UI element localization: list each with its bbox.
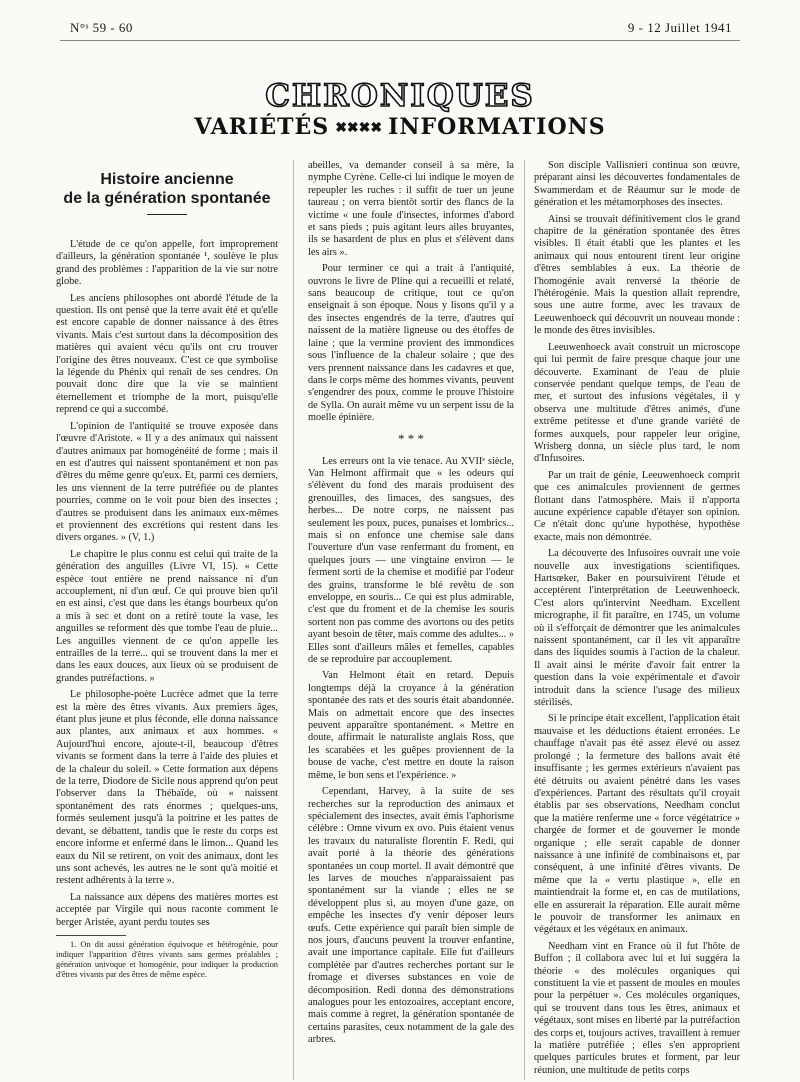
paragraph: Needham vint en France où il fut l'hôte de Buffon ; il collabora avec lui et lui suggéra la théorie « des molécules organiques qui constituent la vie et passent de moules en moules pour la perpétuer ». Ces molécules organiques, qui se trouvent dans tous les êtres, animaux et végétaux, sont mises en liberté par la putréfaction des corps et, toujours actives, travaillent à remuer la matière putréfiée ; elles s'en approprient quelques particules brutes et forment, par leur réunion, une multitude de petits corps	[534, 940, 740, 1076]
paragraph: L'opinion de l'antiquité se trouve exposée dans l'œuvre d'Aristote. « Il y a des animaux qui naissent d'autres animaux par homogénéité de forme ; mais il en est d'autres qui naissent spontanément et non pas d'êtres du même genre qu'eux. Et, parmi ces derniers, les uns viennent de la terre putréfiée ou de plantes pourries, comme on le voit pour bien des insectes ; d'autres se produisent dans les animaux eux-mêmes et proviennent des excrétions qui restent dans les divers organes. » (V, 1.)	[56, 420, 278, 544]
masthead-varietes: VARIÉTÉS	[194, 114, 330, 140]
masthead-title: CHRONIQUES	[265, 78, 535, 114]
paragraph: abeilles, va demander conseil à sa mère, la nymphe Cyrène. Celle-ci lui indique le moyen de repeupler les ruches : il suffit de tuer un jeune taureau ; on verra bientôt sortir des flancs de la victime « une foule d'insectes, informes d'abord et sans pieds ; puis agitant leurs ailes bruyantes, ils se hasardent de plus en plus et s'élèvent dans les airs ».	[308, 160, 514, 258]
paragraph: Van Helmont était en retard. Depuis longtemps déjà la croyance à la génération spontanée des rats et des souris était abandonnée. Mais on admettait encore que des insectes peuvent apparaître spontanément. « Mettre en doute, affirmait le naturaliste anglais Ross, que les scarabées et les guêpes proviennent de la bouse de vache, c'est mettre en doute la raison même, le bon sens et l'expérience. »	[308, 670, 514, 781]
paragraph: Pour terminer ce qui a trait à l'antiquité, ouvrons le livre de Pline qui a recueilli et relaté, sans beaucoup de critique, tout ce qu'on enseignait à son époque. Nous y lisons qu'il y a des insectes engendrés de la terre, d'autres qui naissent de la matière ligneuse ou des étoffes de laine ; que la vermine provient des immondices sous l'influence de la chaleur solaire ; que des vers prennent naissance dans les cadavres et que, dans le corps même des hommes vivants, peuvent s'engendrer des poux, comme le prouve l'histoire de Sylla. On aurait même vu un serpent issu de la moelle épinière.	[308, 263, 514, 424]
paragraph: Le philosophe-poète Lucrèce admet que la terre est la mère des êtres vivants. Aux premiers âges, étant plus jeune et plus féconde, elle donna naissance aux plantes, aux animaux et aux hommes. « Aujourd'hui encore, ajoute-t-il, beaucoup d'êtres vivants se forment dans la terre à l'aide des pluies et de la chaleur du soleil. » Cette formation aux dépens de la terre, Diodore de Sicile nous apprend qu'on peut l'observer dans la Thébaïde, où « naissent spontanément des rats énormes ; quelques-uns, formés seulement jusqu'à la poitrine et les pattes de devant, se débattent, tandis que le reste du corps est encore informe et enfermé dans le limon... Quand les eaux du Nil se retirent, on voit des animaux, dont les uns sont achevés, les autres ne le sont qu'à moitié et restent adhérents à la terre ».	[56, 689, 278, 887]
masthead-subtitle	[0, 114, 800, 140]
paragraph: Le chapitre le plus connu est celui qui traite de la génération des anguilles (Livre VI, 15). « Cette espèce tout entière ne prend naissance ni d'un accouplement, ni d'un œuf. Ce qui prouve bien qu'il en est ainsi, c'est que dans les étangs bourbeux qu'on a mis à sec et dont on a retiré toute la vase, les anguilles se reforment dès que tombe l'eau de pluie... Les anguilles viennent de ce qu'on appelle les entrailles de la terre... qui se trouvent dans la mer et dans les eaux douces, aux lieux où se produisent de grandes putréfactions. »	[56, 548, 278, 684]
paragraph: L'étude de ce qu'on appelle, fort improprement d'ailleurs, la génération spontanée ¹, soulève le plus grand des problèmes : l'apparition de la vie sur notre globe.	[56, 239, 278, 288]
paragraph: Leeuwenhoeck avait construit un microscope qui lui permit de faire presque chaque jour une découverte. Examinant de l'eau de pluie conservée pendant quelque temps, de l'eau de mer, et surtout des infusions végétales, il y observa une multitude d'êtres animés, d'une extrême petitesse et d'une grande variété de formes auxquels, pour rappeler leur origine, Wrisberg donna, un siècle plus tard, le nom d'Infusoires.	[534, 341, 740, 465]
masthead-informations: INFORMATIONS	[388, 114, 606, 140]
footnote-rule	[56, 935, 126, 936]
column-divider	[293, 160, 294, 1080]
title-rule	[147, 214, 187, 215]
article-title-line-2: de la génération spontanée	[63, 190, 271, 207]
issue-number: N°ˢ 59 - 60	[70, 20, 133, 35]
paragraph: Les erreurs ont la vie tenace. Au XVIIᵉ siècle, Van Helmont affirmait que « les odeurs qui s'élèvent du fond des marais produisent des grenouilles, des limaces, des sangsues, des herbes... De notre corps, ne naissent pas seulement les poux, puces, punaises et lombrics... mais si on enfonce une chemise sale dans l'ouverture d'un vase renfermant du froment, en quelques jours — une vingtaine environ — le ferment sorti de la chemise et modifié par l'odeur des grains, transforme le blé revêtu de son enveloppe, en souris... Ce qui est plus admirable, c'est que du froment et de la chemise les souris sortent non pas comme des avortons ou des petits ayant besoin de têter, mais comme des adultes... » Elles sont d'ailleurs mâles et femelles, capables de se reproduire par accouplement.	[308, 455, 514, 666]
article-title-line-1: Histoire ancienne	[100, 171, 234, 188]
paragraph: Cependant, Harvey, à la suite de ses recherches sur la reproduction des animaux et spécialement des insectes, avait émis l'aphorisme célèbre : Omne vivum ex ovo. Puis étaient venus les travaux du naturaliste florentin F. Redi, qui avait porté à la théorie des générations spontanées un coup mortel. Il avait démontré que les larves de mouches n'apparaissaient pas spontanément sur la viande ; elles ne se développent plus si, au moyen d'une gaze, on empêche les insectes d'y venir déposer leurs œufs. Cette expérience qui paraît bien simple de nos jours, d'aucuns peuvent la trouver enfantine, avait une importance capitale. Elle fut d'ailleurs complétée par d'autres recherches portant sur le fromage et diverses substances en voie de décomposition. Redi donna des démonstrations analogues pour les entozoaires, acceptant encore, mais comme à regret, la génération spontanée de certains parasites, ceux notamment de la gale des arbres.	[308, 786, 514, 1046]
paragraph: Les anciens philosophes ont abordé l'étude de la question. Ils ont pensé que la terre avait été et qu'elle est encore capable de donner naissance à des êtres vivants. Mais c'est surtout dans la décomposition des matières qui avaient vécu qu'ils ont cru trouver l'origine des êtres nouveaux. C'est ce que symbolise la légende du Phénix qui renaît de ses cendres. On pouvait donc dire que la vie se maintient éternellement et triomphe de la mort, puisqu'elle reprend ce qui a succombé.	[56, 292, 278, 416]
header-rule	[60, 40, 740, 41]
article-column-2	[308, 160, 514, 1080]
ornament-icon: ✖✖✖✖	[335, 120, 383, 136]
paragraph: La découverte des Infusoires ouvrait une voie nouvelle aux investigations scientifiques. Hartsœker, Baker en poursuivirent l'étude et acceptèrent l'interprétation de Leeuwenhoeck. C'est alors qu'intervint Needham. Excellent micrographe, il fit paraître, en 1745, un volume où il s'efforçait de démontrer que les animalcules naissent spontanément, car il les vit apparaître dans des liquides soumis à l'action de la chaleur. Il avait ainsi le mérite d'avoir fait entrer la question dans la voie expérimentale et d'avoir introduit dans la science l'usage des milieux stérilisés.	[534, 548, 740, 709]
paragraph: La naissance aux dépens des matières mortes est acceptée par Virgile qui nous raconte comment le berger Aristée, ayant perdu toutes ses	[56, 891, 278, 928]
issue-date: 9 - 12 Juillet 1941	[627, 20, 732, 35]
paragraph: Si le principe était excellent, l'application était mauvaise et les déductions étaient erronées. Le chauffage n'avait pas été assez élevé ou assez prolongé ; la fermeture des ballons avait été insuffisante ; les germes extérieurs n'avaient pas été détruits ou avaient pénétré dans les vases d'expériences. Partant des résultats qu'il croyait établis par ses observations, Needham conclut que la matière renferme une « force végétatrice » chargée de former et de gouverner le monde organique ; elle serait capable de donner naissance à une infinité de combinaisons et, par conséquent, à une infinité d'êtres vivants. De même que la « vertu plastique », elle en maintiendrait la forme et, en cas de mutilations, elle en assurerait la réparation. Elle aurait même le pouvoir de transformer les animaux en végétaux et les végétaux en animaux.	[534, 713, 740, 936]
footnote: 1. On dit aussi génération équivoque et hétérogénie, pour indiquer l'apparition d'êtres vivants sans germes préalables ; génération univoque et homogénie, pour indiquer la production d'êtres vivants par des êtres de même espèce.	[56, 939, 278, 979]
article-column-1	[56, 162, 278, 1082]
article-column-3	[534, 160, 740, 1080]
section-separator: * * *	[398, 430, 424, 446]
paragraph: Son disciple Vallisnieri continua son œuvre, préparant ainsi les découvertes fondamentales de Swammerdam et de Réaumur sur le mode de génération et les métamorphoses des insectes.	[534, 160, 740, 209]
article-title	[56, 170, 278, 208]
paragraph: Par un trait de génie, Leeuwenhoeck comprit que ces animalcules proviennent de germes flottant dans l'atmosphère. Mais il n'apporta aucune expérience capable d'étayer son opinion. Ce n'était donc qu'une hypothèse, hypothèse exacte, mais non démontrée.	[534, 469, 740, 543]
column-divider	[524, 160, 525, 1080]
paragraph: Ainsi se trouvait définitivement clos le grand chapitre de la génération spontanée des êtres visibles. Il était établi que les plantes et les animaux qui nous entourent tirent leur origine d'êtres semblables à eux. La théorie de l'homogénie avait renversé la théorie de l'hétérogénie. Mais la question allait reprendre, sous une autre forme, avec les travaux de Leeuwenhoeck qui découvrit un nouveau monde : le monde des êtres invisibles.	[534, 213, 740, 337]
